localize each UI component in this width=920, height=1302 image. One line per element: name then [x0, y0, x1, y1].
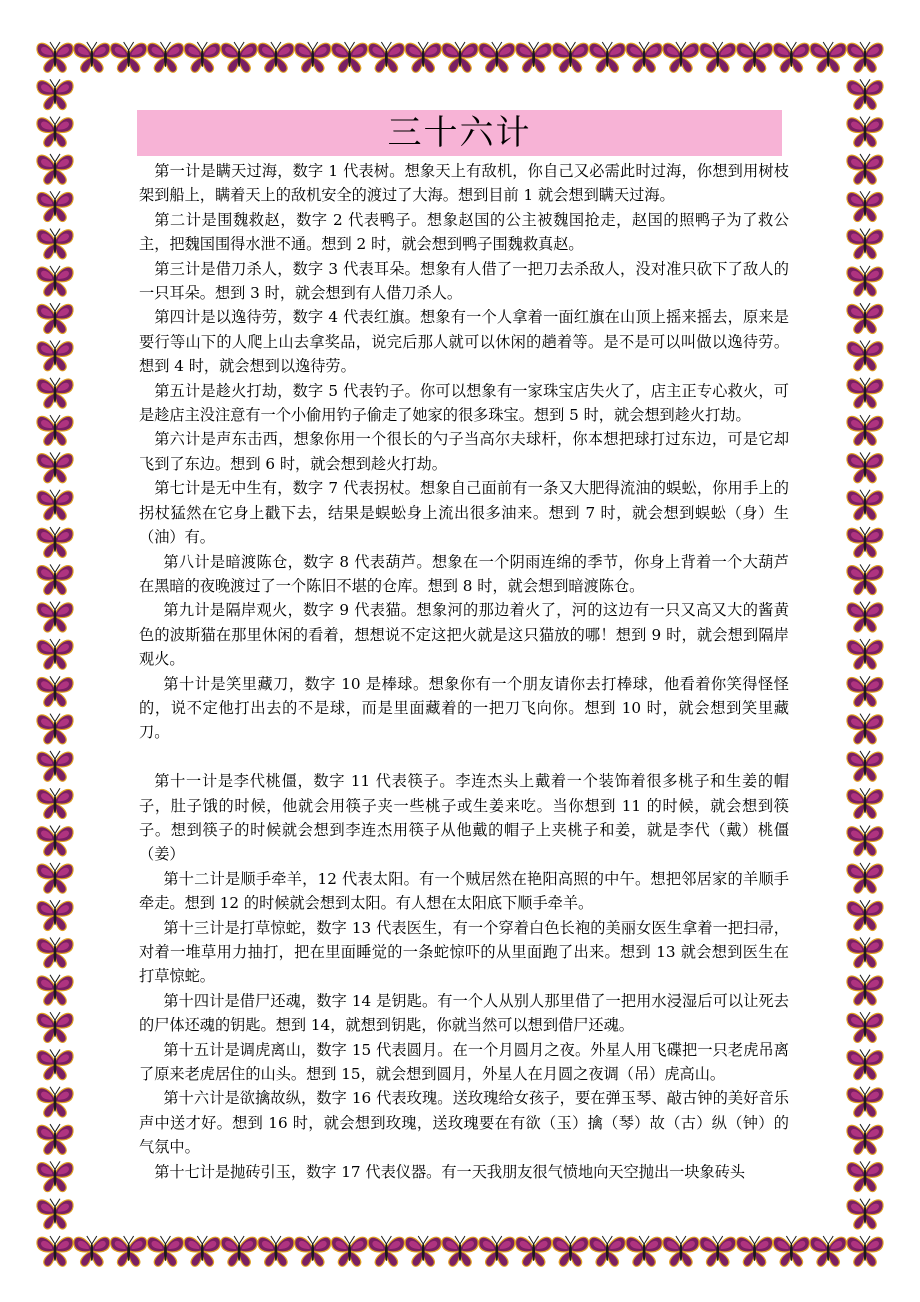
butterfly-icon	[37, 751, 73, 781]
butterfly-icon	[258, 1236, 294, 1266]
butterfly-icon	[221, 1236, 257, 1266]
butterfly-icon	[479, 1236, 515, 1266]
butterfly-icon	[37, 1161, 73, 1191]
butterfly-icon	[37, 900, 73, 930]
butterfly-icon	[37, 229, 73, 259]
butterfly-icon	[626, 42, 662, 72]
butterfly-icon	[847, 1161, 883, 1191]
butterfly-icon	[663, 1236, 699, 1266]
butterfly-icon	[37, 117, 73, 147]
butterfly-icon	[589, 42, 625, 72]
butterfly-icon	[37, 602, 73, 632]
butterfly-icon	[847, 1049, 883, 1079]
butterfly-icon	[37, 79, 73, 109]
butterfly-icon	[736, 42, 772, 72]
butterfly-icon	[847, 826, 883, 856]
butterfly-icon	[516, 42, 552, 72]
butterfly-icon	[331, 42, 367, 72]
butterfly-icon	[37, 714, 73, 744]
butterfly-icon	[847, 415, 883, 445]
butterfly-icon	[847, 639, 883, 669]
butterfly-icon	[700, 42, 736, 72]
butterfly-icon	[37, 1012, 73, 1042]
document-body	[139, 159, 789, 1184]
butterfly-icon	[37, 42, 73, 72]
butterfly-icon	[37, 415, 73, 445]
butterfly-icon	[442, 1236, 478, 1266]
butterfly-icon	[847, 527, 883, 557]
butterfly-icon	[37, 1049, 73, 1079]
butterfly-icon	[37, 1124, 73, 1154]
paragraph-9: 第九计是隔岸观火，数字 9 代表猫。想象河的那边着火了，河的这边有一只又高又大的酱黄色的波斯猫在那里休闲的看着，想想说不定这把火就是这只猫放的哪！想到 9 时，就会想到隔岸观火。	[139, 601, 789, 669]
butterfly-icon	[37, 378, 73, 408]
paragraph-16: 第十六计是欲擒故纵，数字 16 代表玫瑰。送玫瑰给女孩子，要在弹玉琴、敲古钟的美好音乐声中送才好。想到 16 时，就会想到玫瑰，送玫瑰要在有欲（玉）擒（琴）故（古）纵（钟）的气氛中。	[139, 1089, 789, 1157]
butterfly-icon	[221, 42, 257, 72]
butterfly-icon	[37, 191, 73, 221]
paragraph-2: 第二计是围魏救赵，数字 2 代表鸭子。想象赵国的公主被魏国抢走，赵国的照鸭子为了救公主，把魏国围得水泄不通。想到 2 时，就会想到鸭子围魏救真赵。	[139, 210, 789, 254]
butterfly-icon	[37, 975, 73, 1005]
butterfly-icon	[295, 42, 331, 72]
butterfly-icon	[37, 863, 73, 893]
butterfly-icon	[516, 1236, 552, 1266]
title-banner	[137, 110, 782, 156]
butterfly-icon	[847, 975, 883, 1005]
butterfly-icon	[847, 490, 883, 520]
butterfly-icon	[368, 1236, 404, 1266]
butterfly-icon	[37, 527, 73, 557]
paragraph-11: 第十一计是李代桃僵，数字 11 代表筷子。李连杰头上戴着一个装饰着很多桃子和生姜的帽子，肚子饿的时候，他就会用筷子夹一些桃子或生姜来吃。当你想到 11 的时候，就会想到筷子。想到筷子的时候就会想到李连杰用筷子从他戴的帽子上夹桃子和姜，就是李代（戴）桃僵（姜）	[139, 772, 789, 864]
paragraph-17: 第十七计是抛砖引玉，数字 17 代表仪器。有一天我朋友很气愤地向天空抛出一块象砖头	[154, 1162, 746, 1181]
butterfly-icon	[847, 1124, 883, 1154]
butterfly-icon	[184, 42, 220, 72]
butterfly-icon	[847, 900, 883, 930]
paragraph-7: 第七计是无中生有，数字 7 代表拐杖。想象自己面前有一条又大肥得流油的蜈蚣，你用手上的拐杖猛然在它身上戳下去，结果是蜈蚣身上流出很多油来。想到 7 时，就会想到蜈蚣（身）生（油）有。	[139, 479, 789, 547]
butterfly-icon	[663, 42, 699, 72]
butterfly-icon	[847, 42, 883, 72]
butterfly-icon	[847, 788, 883, 818]
butterfly-icon	[37, 938, 73, 968]
butterfly-icon	[847, 751, 883, 781]
butterfly-icon	[773, 42, 809, 72]
butterfly-icon	[847, 378, 883, 408]
butterfly-icon	[847, 1236, 883, 1266]
butterfly-icon	[37, 154, 73, 184]
butterfly-icon	[552, 42, 588, 72]
butterfly-icon	[847, 452, 883, 482]
butterfly-icon	[331, 1236, 367, 1266]
butterfly-icon	[37, 1199, 73, 1229]
paragraph-3: 第三计是借刀杀人，数字 3 代表耳朵。想象有人借了一把刀去杀敌人，没对准只砍下了敌人的一只耳朵。想到 3 时，就会想到有人借刀杀人。	[139, 259, 789, 303]
butterfly-icon	[37, 303, 73, 333]
butterfly-icon	[847, 863, 883, 893]
butterfly-icon	[37, 826, 73, 856]
butterfly-icon	[810, 1236, 846, 1266]
butterfly-icon	[847, 117, 883, 147]
butterfly-icon	[847, 154, 883, 184]
paragraph-14: 第十四计是借尸还魂，数字 14 是钥匙。有一个人从别人那里借了一把用水浸湿后可以让死去的尸体还魂的钥匙。想到 14，就想到钥匙，你就当然可以想到借尸还魂。	[139, 991, 789, 1035]
butterfly-icon	[295, 1236, 331, 1266]
paragraph-15: 第十五计是调虎离山，数字 15 代表圆月。在一个月圆月之夜。外星人用飞碟把一只老虎吊离了原来老虎居住的山头。想到 15，就会想到圆月，外星人在月圆之夜调（吊）虎高山。	[139, 1040, 789, 1084]
butterfly-icon	[847, 229, 883, 259]
butterfly-icon	[847, 564, 883, 594]
butterfly-icon	[479, 42, 515, 72]
butterfly-icon	[736, 1236, 772, 1266]
butterfly-icon	[405, 1236, 441, 1266]
butterfly-icon	[847, 191, 883, 221]
butterfly-icon	[37, 452, 73, 482]
paragraph-1: 第一计是瞒天过海，数字 1 代表树。想象天上有敌机，你自己又必需此时过海，你想到用树枝架到船上，瞒着天上的敌机安全的渡过了大海。想到目前 1 就会想到瞒天过海。	[139, 162, 789, 205]
butterfly-icon	[847, 938, 883, 968]
butterfly-icon	[405, 42, 441, 72]
butterfly-icon	[847, 676, 883, 706]
butterfly-icon	[74, 42, 110, 72]
butterfly-icon	[626, 1236, 662, 1266]
butterfly-icon	[589, 1236, 625, 1266]
butterfly-icon	[847, 1087, 883, 1117]
butterfly-icon	[258, 42, 294, 72]
paragraph-13: 第十三计是打草惊蛇，数字 13 代表医生，有一个穿着白色长袍的美丽女医生拿着一把扫帚，对着一堆草用力抽打，把在里面睡觉的一条蛇惊吓的从里面跑了出来。想到 13 就会想到医生在打草惊蛇。	[139, 918, 789, 986]
butterfly-icon	[74, 1236, 110, 1266]
paragraph-12: 第十二计是顺手牵羊，12 代表太阳。有一个贼居然在艳阳高照的中午。想把邻居家的羊顺手牵走。想到 12 的时候就会想到太阳。有人想在太阳底下顺手牵羊。	[139, 869, 789, 913]
butterfly-icon	[37, 1236, 73, 1266]
butterfly-icon	[37, 341, 73, 371]
butterfly-icon	[847, 303, 883, 333]
butterfly-icon	[147, 1236, 183, 1266]
butterfly-icon	[37, 490, 73, 520]
butterfly-icon	[847, 714, 883, 744]
butterfly-icon	[184, 1236, 220, 1266]
paragraph-5: 第五计是趁火打劫，数字 5 代表钓子。你可以想象有一家珠宝店失火了，店主正专心救火，可是趁店主没注意有一个小偷用钓子偷走了她家的很多珠宝。想到 5 时，就会想到趁火打劫。	[139, 381, 789, 425]
butterfly-icon	[810, 42, 846, 72]
page-title: 三十六计	[387, 113, 532, 153]
butterfly-icon	[111, 42, 147, 72]
butterfly-icon	[847, 266, 883, 296]
butterfly-icon	[700, 1236, 736, 1266]
butterfly-icon	[147, 42, 183, 72]
butterfly-icon	[847, 602, 883, 632]
paragraph-gap	[139, 745, 789, 769]
butterfly-icon	[111, 1236, 147, 1266]
butterfly-icon	[37, 639, 73, 669]
butterfly-icon	[37, 564, 73, 594]
butterfly-icon	[37, 788, 73, 818]
butterfly-icon	[37, 676, 73, 706]
butterfly-icon	[847, 1012, 883, 1042]
butterfly-icon	[368, 42, 404, 72]
paragraph-6: 第六计是声东击西，想象你用一个很长的勺子当高尔夫球杆，你本想把球打过东边，可是它却飞到了东边。想到 6 时，就会想到趁火打劫。	[139, 430, 789, 473]
butterfly-icon	[847, 1199, 883, 1229]
butterfly-icon	[773, 1236, 809, 1266]
paragraph-4: 第四计是以逸待劳，数字 4 代表红旗。想象有一个人拿着一面红旗在山顶上摇来摇去，原来是要行等山下的人爬上山去拿奖品，说完后那人就可以休闲的趟着等。是不是可以叫做以逸待劳。想到 4 时，就会想到以逸待劳。	[139, 308, 789, 376]
paragraph-10: 第十计是笑里藏刀，数字 10 是棒球。想象你有一个朋友请你去打棒球，他看着你笑得怪怪的，说不定他打出去的不是球，而是里面藏着的一把刀飞向你。想到 10 时，就会想到笑里藏刀。	[139, 674, 789, 742]
paragraph-8: 第八计是暗渡陈仓，数字 8 代表葫芦。想象在一个阴雨连绵的季节，你身上背着一个大葫芦在黑暗的夜晚渡过了一个陈旧不堪的仓库。想到 8 时，就会想到暗渡陈仓。	[139, 552, 789, 595]
butterfly-icon	[847, 341, 883, 371]
butterfly-icon	[552, 1236, 588, 1266]
butterfly-icon	[442, 42, 478, 72]
butterfly-icon	[37, 1087, 73, 1117]
butterfly-icon	[37, 266, 73, 296]
butterfly-icon	[847, 79, 883, 109]
